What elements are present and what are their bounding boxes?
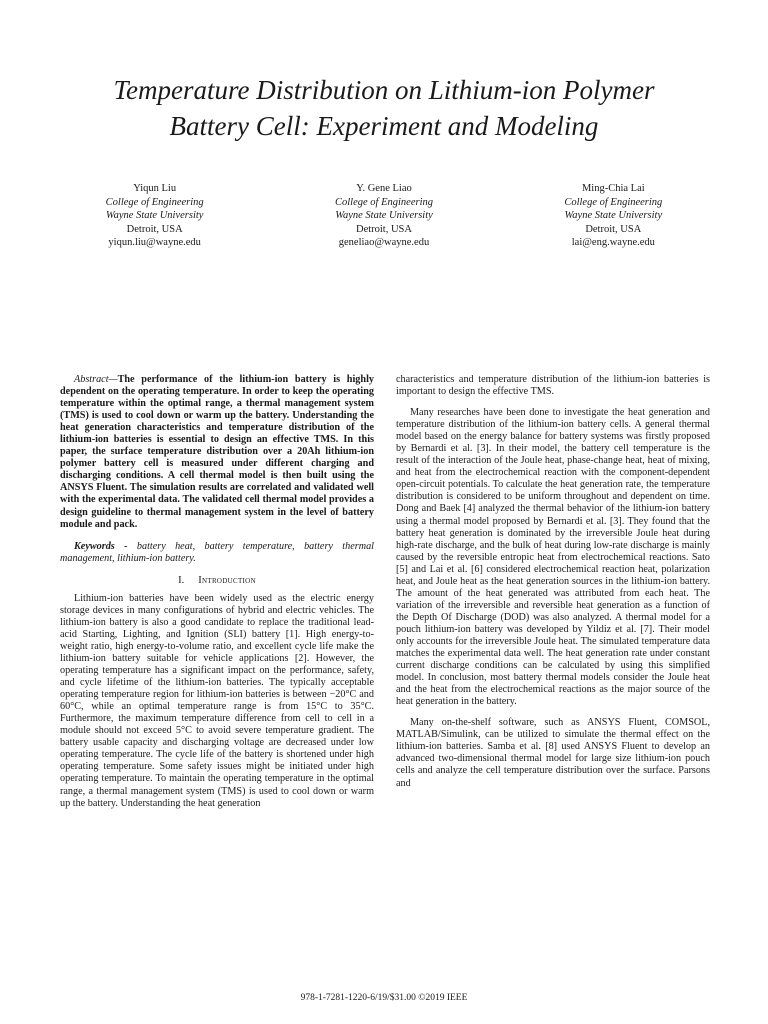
left-column — [60, 374, 374, 810]
intro-paragraph: Lithium-ion batteries have been widely used as the electric energy storage devices in many configurations of hybrid and electric vehicles. The lithium-ion battery is also a good candidate to replace the traditional lead-acid Starting, Lighting, and Ignition (SLI) battery [1]. High energy-to-weight ratio, high energy-to-volume ratio, and excellent cycle life make the lithium-ion battery suitable for vehicle applications [2]. However, the operating temperature has a significant impact on the performance, safety, and cycle lifetime of the lithium-ion batteries. The typically acceptable operating temperature region for lithium-ion batteries is between −20°C and 60°C, while an optimal temperature range is from 15°C to 35°C. Furthermore, the maximum temperature difference from cell to cell in a module should not exceed 5°C to avoid severe temperature gradient. The battery usable capacity and discharging voltage are decreased under low operating temperature. The cycle life of the battery is shortened under high operating temperature. Some safety issues might be initiated under high operating temperature. To maintain the operating temperature in the optimal range, a thermal management system (TMS) is used to cool down or warm up the battery. Understanding the heat generation — [60, 592, 374, 809]
keywords-label: Keywords - — [74, 540, 137, 552]
author-university: Wayne State University — [564, 210, 663, 221]
author-location: Detroit, USA — [355, 223, 412, 235]
author-department: College of Engineering — [105, 196, 204, 208]
author-3 — [499, 182, 728, 250]
author-name: Y. Gene Liao — [356, 183, 412, 194]
section-number: I. — [178, 574, 185, 586]
keywords-text: battery heat, battery temperature, battery thermal management, lithium-ion battery. — [60, 540, 374, 564]
author-email[interactable]: lai@eng.wayne.edu — [571, 237, 655, 248]
author-location: Detroit, USA — [126, 223, 183, 235]
author-university: Wayne State University — [105, 210, 204, 221]
right-column — [396, 374, 710, 790]
section-title: Introduction — [198, 574, 256, 586]
abstract — [60, 374, 374, 531]
author-1 — [40, 182, 269, 250]
body-paragraph-3: Many on-the-shelf software, such as ANSYS Fluent, COMSOL, MATLAB/Simulink, can be utilized to simulate the thermal effect on the lithium-ion batteries. Samba et al. [8] used ANSYS Fluent to develop an advanced two-dimensional thermal model for large size lithium-ion pouch cells and analyze the cell temperature distribution over the surface. Parsons and — [396, 717, 710, 789]
author-location: Detroit, USA — [585, 223, 642, 235]
title-line-1: Temperature Distribution on Lithium-ion Polymer — [113, 75, 655, 105]
author-name: Ming-Chia Lai — [581, 183, 645, 194]
author-name: Yiqun Liu — [133, 183, 177, 194]
section-heading — [60, 575, 374, 587]
author-university: Wayne State University — [335, 210, 433, 221]
author-email[interactable]: geneliao@wayne.edu — [338, 237, 430, 248]
author-email[interactable]: yiqun.liu@wayne.edu — [108, 237, 201, 248]
body-paragraph-2: Many researches have been done to investigate the heat generation and temperature distribution of the lithium-ion battery cells. A general thermal model based on the energy balance for battery systems was firstly proposed by Bernardi et al. [3]. In their model, the battery cell temperature is the result of the interaction of the Joule heat, phase-change heat, heat of mixing, and heat from the electrochemical reaction with the component-dependent open-circuit potentials. To calculate the heat generation rate, the temperature distribution is considered to be uniform throughout and dependent on time. Dong and Baek [4] analyzed the thermal behavior of the lithium-ion battery using a thermal model proposed by Bernardi et al. [3]. They found that the battery heat generation is dominated by the irreversible Joule heat during high-rate discharge, and the bulk of heat during low-rate discharge is mainly caused by the reversible entropic heat from electrochemical reactions. Sato [5] and Lai et al. [6] considered electrochemical reaction heat, polarization heat, and Joule heat as the heat generation sources in the lithium-ion battery. The amount of the heat generated was attributed from each heat. The variation of the irreversible and reversible heat generation as a function of the Depth Of Discharge (DOD) was also analyzed. A thermal model for a pouch lithium-ion battery was developed by Yildiz et al. [7]. Their model only accounts for the irreversible Joule heat. The simulated temperature data matches the experimental data well. The heat generation rate under constant current discharge conditions can be calculated by using this simplified model. In conclusion, most battery thermal models consider the Joule heat and the heat from the electrochemical reactions as the major source of the heat generation in the battery. — [396, 407, 710, 708]
author-2 — [269, 182, 498, 250]
copyright-footer: 978-1-7281-1220-6/19/$31.00 ©2019 IEEE — [300, 993, 468, 1003]
author-block — [40, 182, 728, 250]
title-line-2: Battery Cell: Experiment and Modeling — [169, 111, 599, 141]
author-department: College of Engineering — [335, 196, 433, 208]
abstract-label: Abstract— — [74, 374, 118, 385]
abstract-text: The performance of the lithium-ion battery is highly dependent on the operating temperature. In order to keep the operating temperature within the optimal range, a thermal management system (TMS) is used to cool down or warm up the battery. Understanding the heat generation characteristics and temperature distribution of the lithium-ion batteries is essential to design an effective TMS. In this paper, the surface temperature distribution over a 20Ah lithium-ion polymer battery cell is measured under different charging and discharging conditions. A cell thermal model is then built using the ANSYS Fluent. The simulation results are correlated and validated well with the experimental data. The validated cell thermal model provides a design guideline to thermal management system in the level of battery module and pack. — [60, 374, 374, 530]
body-paragraph-1: characteristics and temperature distribution of the lithium-ion batteries is important to design the effective TMS. — [396, 374, 710, 398]
author-department: College of Engineering — [564, 196, 663, 208]
paper-title — [40, 72, 728, 144]
keywords — [60, 541, 374, 565]
